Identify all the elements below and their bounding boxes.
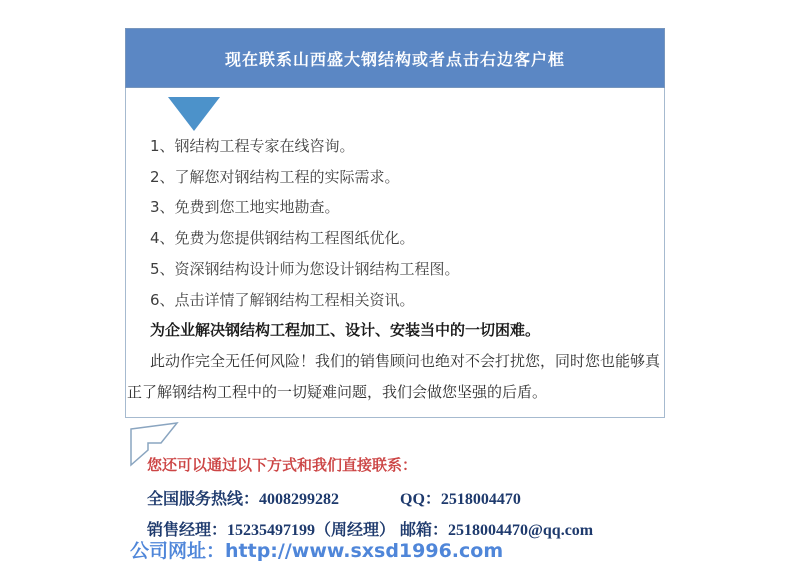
step-item-2: 2、了解您对钢结构工程的实际需求。 (150, 167, 400, 186)
manager-label: 销售经理： (147, 522, 228, 539)
highlight-line: 为企业解决钢结构工程加工、设计、安装当中的一切困难。 (150, 321, 541, 340)
hotline-row (0, 486, 793, 508)
website-line (130, 536, 503, 562)
step-item-1: 1、钢结构工程专家在线咨询。 (150, 137, 355, 155)
hotline-number[interactable]: 4008299282 (259, 491, 340, 508)
qq-cell (400, 486, 521, 509)
qq-number[interactable]: 2518004470 (440, 491, 521, 508)
cta-banner[interactable] (125, 28, 665, 88)
qq-label: QQ： (400, 491, 441, 508)
step-item-3: 3、免费到您工地实地勘查。 (150, 198, 340, 217)
website-label: 公司网址： (130, 540, 226, 562)
email-label: 邮箱： (400, 522, 449, 539)
cta-banner-title: 现在联系山西盛大钢结构或者点击右边客户框 (224, 49, 565, 69)
website-link[interactable]: http://www.sxsd1996.com (225, 540, 504, 562)
step-item-6: 6、点击详情了解钢结构工程相关资讯。 (150, 290, 415, 309)
email-address[interactable]: 2518004470@qq.com (448, 522, 594, 539)
step-item-4: 4、免费为您提供钢结构工程图纸优化。 (150, 229, 415, 248)
hotline-label: 全国服务热线： (147, 491, 260, 508)
triangle-down-icon (168, 97, 220, 131)
info-box-content (127, 131, 663, 407)
assurance-paragraph: 此动作完全无任何风险！我们的销售顾问也绝对不会打扰您，同时您也能够真正了解钢结构工程中的一切疑难问题，我们会做您坚强的后盾。 (127, 351, 661, 401)
step-item-5: 5、资深钢结构设计师为您设计钢结构工程图。 (150, 259, 460, 278)
contact-intro: 您还可以通过以下方式和我们直接联系： (147, 456, 418, 474)
manager-phone[interactable]: 15235497199（周经理） (227, 522, 396, 539)
hotline-cell (147, 486, 339, 509)
